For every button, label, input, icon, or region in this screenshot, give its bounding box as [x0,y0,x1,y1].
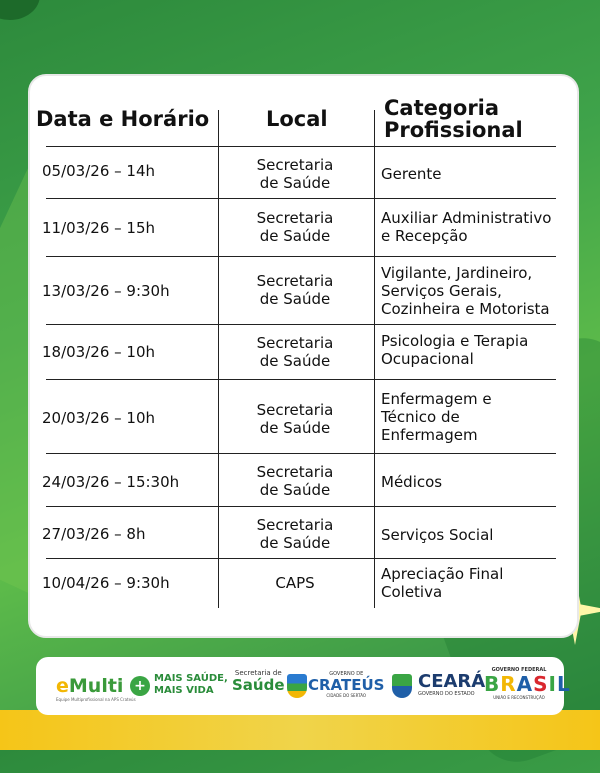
row-category: Médicos [381,473,443,491]
row-local: Secretaria de Saúde [256,401,334,437]
row-local: Secretaria de Saúde [256,516,334,552]
partner-logos-bar [36,657,571,715]
row-local: Secretaria de Saúde [256,463,334,499]
column-divider [218,198,219,608]
row-local: Secretaria de Saúde [256,156,334,192]
column-divider [218,110,219,198]
row-date: 24/03/26 – 15:30h [42,473,180,491]
row-divider [46,256,556,257]
schedule-table-card [28,74,579,638]
row-category: Gerente [381,165,442,183]
row-category: Serviços Social [381,526,494,544]
header-date: Data e Horário [36,107,210,131]
row-date: 11/03/26 – 15h [42,219,155,237]
row-category: Vigilante, Jardineiro, Serviços Gerais, Cozinheira e Motorista [381,264,550,318]
header-category-line2: Profissional [384,118,523,142]
emulti-logo: e Multi [56,675,124,697]
ceara-coat-of-arms-icon [392,674,412,698]
bottom-yellow-band [0,710,600,750]
row-divider [46,146,556,147]
row-divider [46,453,556,454]
row-local: Secretaria de Saúde [256,334,334,370]
row-date: 18/03/26 – 10h [42,343,155,361]
row-divider [46,506,556,507]
ceara-logo: CEARÁ GOVERNO DO ESTADO [418,671,486,697]
row-date: 27/03/26 – 8h [42,525,146,543]
row-divider [46,198,556,199]
header-category-line1: Categoria [384,96,500,120]
row-local: Secretaria de Saúde [256,272,334,308]
brasil-wordmark: BRASIL [484,672,571,696]
row-date: 13/03/26 – 9:30h [42,282,170,300]
mais-saude-text: MAIS SAÚDE, MAIS VIDA [154,673,228,696]
row-divider [46,324,556,325]
governo-federal-logo: GOVERNO FEDERAL BRASIL UNIÃO E RECONSTRUÇÃO [484,667,571,700]
row-local: Secretaria de Saúde [256,209,334,245]
row-category: Auxiliar Administrativo e Recepção [381,209,552,245]
row-divider [46,379,556,380]
row-local: CAPS [275,574,315,592]
emulti-tagline: Equipe Multiprofissional na APS Crateús [56,697,136,702]
column-divider [374,110,375,608]
header-local: Local [266,107,328,131]
row-date: 20/03/26 – 10h [42,409,155,427]
row-category: Apreciação Final Coletiva [381,565,504,601]
row-divider [46,558,556,559]
crateus-coat-of-arms-icon [287,674,307,698]
row-date: 05/03/26 – 14h [42,162,155,180]
mais-saude-logo [130,657,150,715]
crateus-logo: GOVERNO DE CRATEÚS CIDADE DO SERTÃO [308,671,385,698]
plus-heart-icon: + [130,676,150,696]
row-date: 10/04/26 – 9:30h [42,574,170,592]
background-corner-shape [0,0,40,20]
row-category: Psicologia e Terapia Ocupacional [381,332,529,368]
secretaria-saude-logo: Secretaria de Saúde [232,669,285,694]
row-category: Enfermagem e Técnico de Enfermagem [381,390,492,444]
